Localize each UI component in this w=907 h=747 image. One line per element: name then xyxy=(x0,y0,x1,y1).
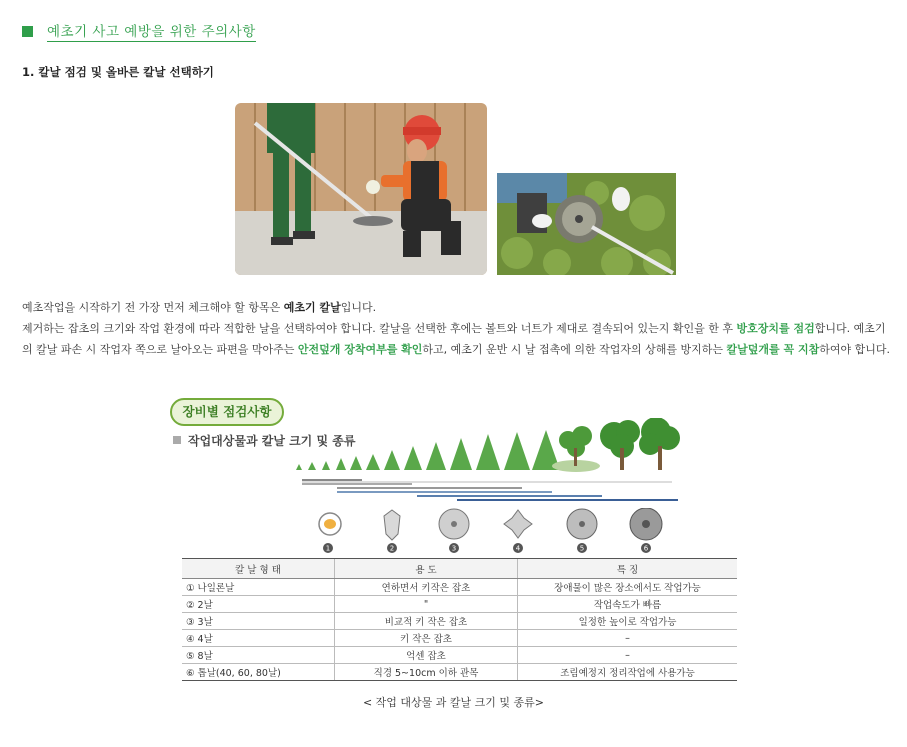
feature-cell: – xyxy=(518,647,738,664)
usage-cell: 키 작은 잡초 xyxy=(335,630,518,647)
blade-type-cell: ⑥ 톱날(40, 60, 80날) xyxy=(182,664,335,681)
col-header-blade-type: 칼 날 형 태 xyxy=(182,559,335,579)
table-row xyxy=(182,613,737,630)
blade-type-cell: ③ 3날 xyxy=(182,613,335,630)
intro-paragraph xyxy=(22,297,890,360)
table-row xyxy=(182,596,737,613)
blade-closeup-photo xyxy=(497,173,676,275)
usage-cell: 직경 5~10cm 이하 관목 xyxy=(335,664,518,681)
usage-cell: 억센 잡초 xyxy=(335,647,518,664)
feature-cell: 장애물이 많은 장소에서도 작업가능 xyxy=(518,579,738,596)
saw-blade-icon xyxy=(630,508,662,540)
trimmer-worker-photo xyxy=(235,103,487,275)
blade-number: 4 xyxy=(515,544,521,553)
table-row xyxy=(182,579,737,596)
blade-type-table xyxy=(182,558,737,681)
page-title-text: 예초기 사고 예방을 위한 주의사항 xyxy=(47,24,256,40)
col-header-usage: 용 도 xyxy=(335,559,518,579)
blade-number: 3 xyxy=(451,544,457,553)
feature-cell: 조림예정지 정리작업에 사용가능 xyxy=(518,664,738,681)
title-square-icon xyxy=(22,26,33,37)
blade-type-cell: ④ 4날 xyxy=(182,630,335,647)
usage-cell: " xyxy=(335,596,518,613)
highlight-guard-check: 방호장치를 점검 xyxy=(736,322,815,335)
usage-cell: 연하면서 키작은 잡초 xyxy=(335,579,518,596)
table-row xyxy=(182,630,737,647)
table-row xyxy=(182,664,737,681)
table-row xyxy=(182,647,737,664)
blade-type-cell: ⑤ 8날 xyxy=(182,647,335,664)
blade-number: 5 xyxy=(579,544,585,553)
blade-types-illustration xyxy=(292,508,682,556)
highlight-blade-cover: 칼날덮개를 꼭 지참 xyxy=(726,343,820,356)
intro-bold-term: 예초기 칼날 xyxy=(283,301,341,314)
table-header-row xyxy=(182,559,737,579)
blade-type-cell: ① 나일론날 xyxy=(182,579,335,596)
feature-cell: 일정한 높이로 작업가능 xyxy=(518,613,738,630)
intro-line-2: 제거하는 잡초의 크기와 작업 환경에 따라 적합한 날을 선택하여야 합니다. 칼날을 선택한 후에는 볼트와 너트가 제대로 결속되어 있는지 확인을 한 후 방호장치를 점검합니다. 예초기의 칼날 파손 시 작업자 쪽으로 날아오는 파편을 막아주는 안전덮개 장착여부를 확인하고, 예초기 운반 시 날 접촉에 의한 작업자의 상해를 방지하는 칼날덮개를 꼭 지참하여야 합니다. xyxy=(22,322,890,356)
eight-tooth-blade-icon xyxy=(567,509,597,539)
feature-cell: 작업속도가 빠름 xyxy=(518,596,738,613)
feature-cell: – xyxy=(518,630,738,647)
blade-type-cell: ② 2날 xyxy=(182,596,335,613)
four-tooth-blade-icon xyxy=(504,510,532,538)
section-heading: 1. 칼날 점검 및 올바른 칼날 선택하기 xyxy=(22,65,214,79)
blade-number: 2 xyxy=(389,544,395,553)
col-header-feature: 특 징 xyxy=(518,559,738,579)
figure-caption: < 작업 대상물 과 칼날 크기 및 종류> xyxy=(362,696,545,709)
vegetation-size-illustration xyxy=(292,418,682,508)
bullet-square-icon xyxy=(173,436,181,444)
highlight-cover-check: 안전덮개 장착여부를 확인 xyxy=(297,343,423,356)
blade-number: 1 xyxy=(325,544,331,553)
blade-number: 6 xyxy=(643,544,649,553)
equipment-check-badge: 장비별 점검사항 xyxy=(170,398,284,426)
page-title xyxy=(22,20,256,40)
three-tooth-blade-icon xyxy=(439,509,469,539)
intro-line-1: 예초작업을 시작하기 전 가장 먼저 체크해야 할 항목은 예초기 칼날입니다. xyxy=(22,301,377,314)
two-tooth-blade-icon xyxy=(384,510,400,540)
nylon-blade-icon xyxy=(319,513,341,535)
figure-subtitle: 작업대상물과 칼날 크기 및 종류 xyxy=(173,432,355,449)
usage-cell: 비교적 키 작은 잡초 xyxy=(335,613,518,630)
